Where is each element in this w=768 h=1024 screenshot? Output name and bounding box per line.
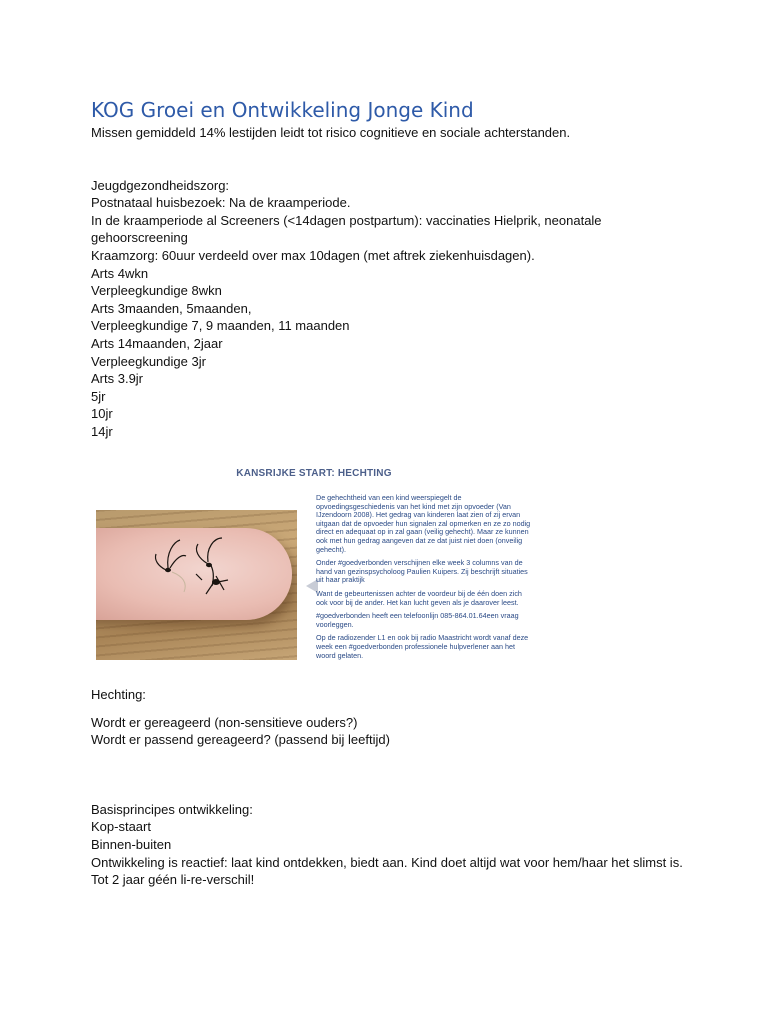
jgz-line: 14jr bbox=[91, 423, 113, 439]
slide-title: KANSRIJKE START: HECHTING bbox=[236, 468, 392, 479]
spacer bbox=[91, 142, 691, 177]
spacer bbox=[91, 749, 691, 801]
basis-line: Kop-staart bbox=[91, 819, 151, 835]
basis-line: Basisprincipes ontwikkeling: bbox=[91, 801, 253, 817]
basis-line: Ontwikkeling is reactief: laat kind ontdekken, biedt aan. Kind doet altijd wat voor hem/haar het slimst is. bbox=[91, 854, 683, 870]
jgz-line: Arts 3.9jr bbox=[91, 371, 144, 387]
jgz-line: Kraamzorg: 60uur verdeeld over max 10dagen (met aftrek ziekenhuisdagen). bbox=[91, 247, 535, 263]
slide-paragraph: De gehechtheid van een kind weerspiegelt de opvoedingsgeschiedenis van het kind met zijn opvoeder (Van IJzendoorn 2008). Het gedrag van kinderen laat zien of zij ervan uitgaan dat de opvoeder hun signalen zal opmerken en ze zo nodig direct en adequaat op in zal gaan (veilig gehecht). Maar ze kunnen ook met hun gedrag aangeven dat ze dat juist niet doen (onveilig gehecht). bbox=[316, 493, 531, 554]
jgz-line: 10jr bbox=[91, 406, 113, 422]
basis-line: Binnen-buiten bbox=[91, 836, 172, 852]
jgz-line: Postnataal huisbezoek: Na de kraamperiode. bbox=[91, 195, 351, 211]
jgz-line: Verpleegkundige 7, 9 maanden, 11 maanden bbox=[91, 318, 350, 334]
embedded-slide bbox=[96, 466, 532, 676]
jgz-line: 5jr bbox=[91, 388, 106, 404]
hechting-line: Wordt er passend gereageerd? (passend bij leeftijd) bbox=[91, 732, 390, 748]
basis-line: Tot 2 jaar géén li-re-verschil! bbox=[91, 872, 255, 888]
tick-body bbox=[212, 579, 220, 585]
slide-paragraph: #goedverbonden heeft een telefoonlijn 085-864.01.64een vraag voorleggen. bbox=[316, 611, 519, 629]
tick-body bbox=[206, 563, 212, 567]
slide-paragraph: Want de gebeurtenissen achter de voordeur bij de één doen zich ook voor bij de ander. Het kan lucht geven als je daarover leest. bbox=[316, 588, 522, 607]
tick-body bbox=[165, 568, 171, 572]
ticks-illustration bbox=[96, 510, 297, 660]
hechting-section bbox=[91, 714, 691, 749]
jgz-line: Verpleegkundige 8wkn bbox=[91, 283, 222, 299]
jgz-line: Jeugdgezondheidszorg: bbox=[91, 177, 230, 193]
jgz-line: Arts 4wkn bbox=[91, 265, 149, 281]
document-body bbox=[91, 96, 691, 441]
jgz-line: Arts 14maanden, 2jaar bbox=[91, 335, 223, 351]
basis-section bbox=[91, 801, 691, 889]
jgz-line: Verpleegkundige 3jr bbox=[91, 353, 206, 369]
jgz-line: In de kraamperiode al Screeners (<14dagen postpartum): vaccinaties Hielprik, neonatale gehoorscreening bbox=[91, 212, 602, 246]
slide-text bbox=[316, 494, 532, 665]
jgz-line: Arts 3maanden, 5maanden, bbox=[91, 300, 252, 316]
lower-section bbox=[91, 686, 691, 889]
slide-paragraph: Op de radiozender L1 en ook bij radio Maastricht wordt vanaf deze week een #goedverbonden professionele hulpverlener aan het woord gelaten. bbox=[316, 633, 529, 660]
hechting-label: Hechting: bbox=[91, 687, 146, 702]
jgz-section bbox=[91, 177, 691, 441]
finger-ticks-photo bbox=[96, 510, 297, 660]
hechting-line: Wordt er gereageerd (non-sensitieve ouders?) bbox=[91, 714, 358, 730]
document-title: KOG Groei en Ontwikkeling Jonge Kind bbox=[91, 98, 474, 122]
intro-paragraph: Missen gemiddeld 14% lestijden leidt tot risico cognitieve en sociale achterstanden. bbox=[91, 125, 571, 140]
slide-paragraph: Onder #goedverbonden verschijnen elke week 3 columns van de hand van gezinspsycholoog Paulien Kuipers. Zij beschrijft situaties uit haar praktijk bbox=[316, 558, 528, 585]
